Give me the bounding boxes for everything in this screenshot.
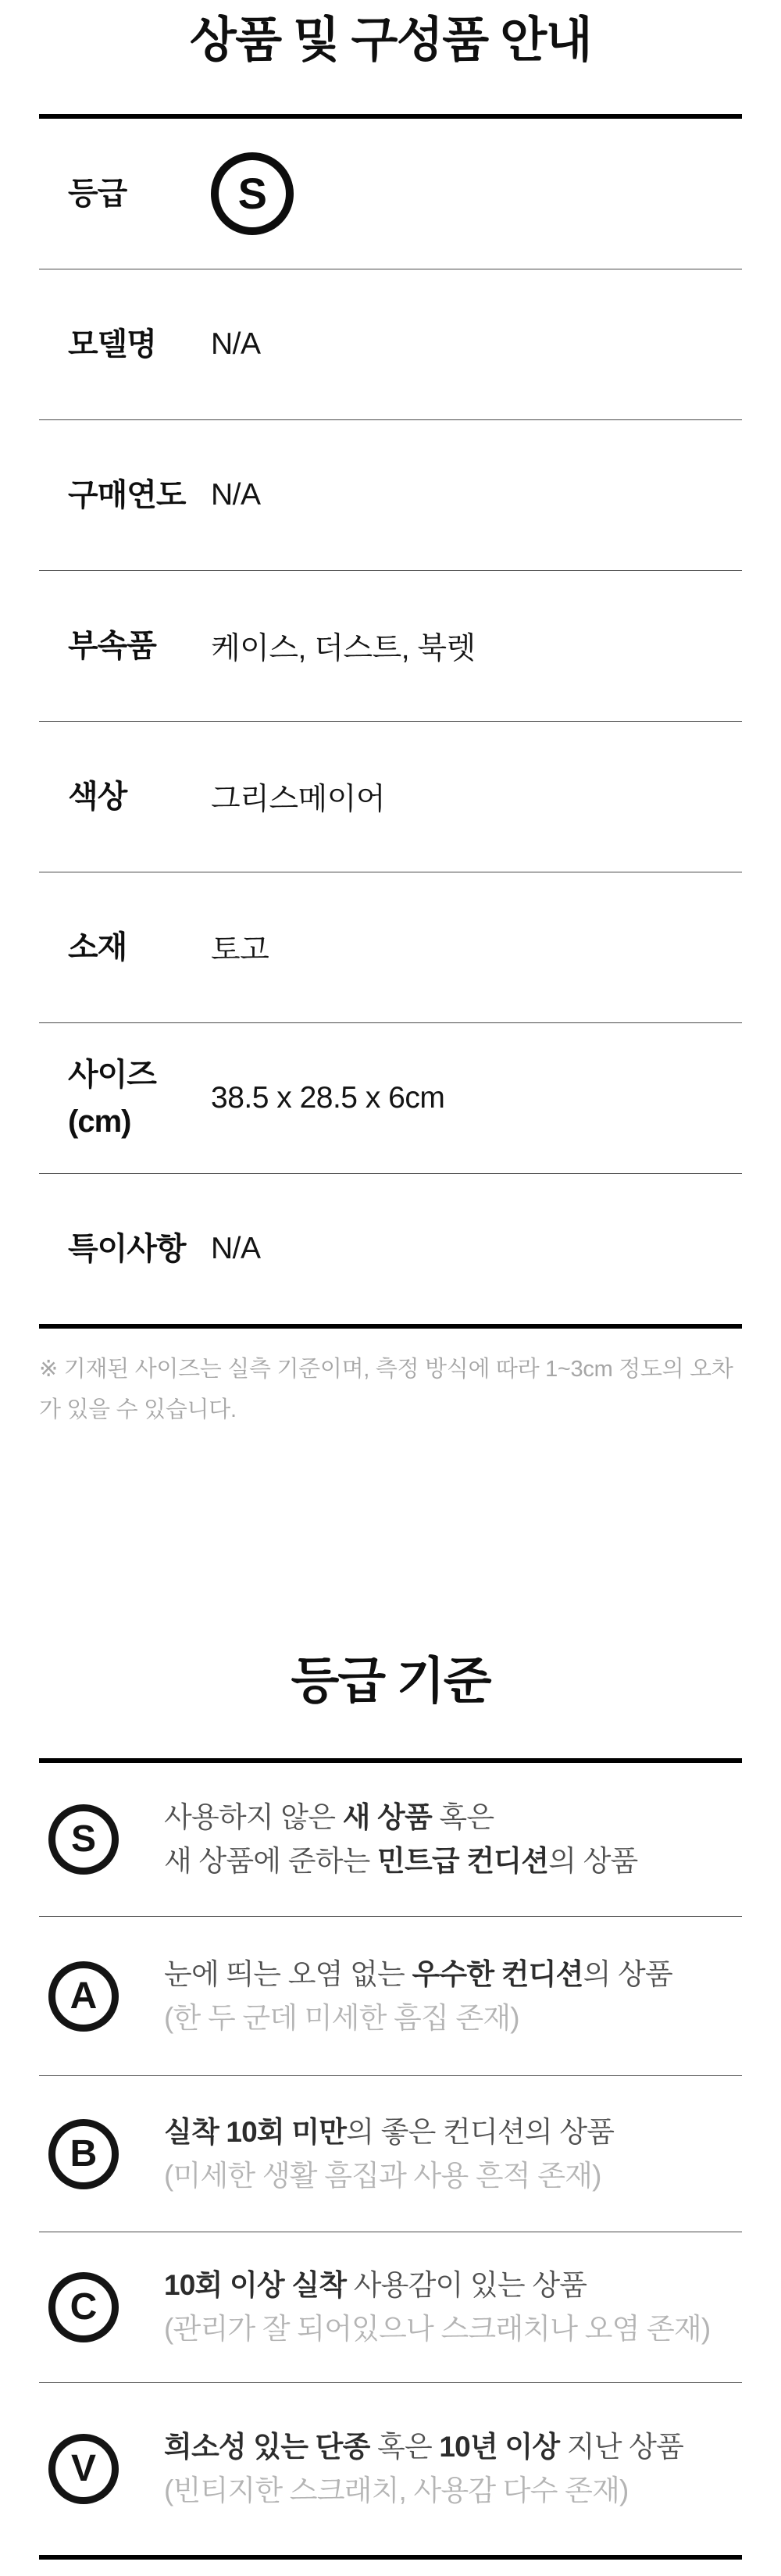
spec-row-value: N/A xyxy=(211,477,261,512)
spec-row-value xyxy=(211,152,742,235)
spec-row-value: 토고 xyxy=(211,933,269,967)
spec-row-label: 색상 xyxy=(68,779,127,814)
spec-row-value: 그리스메이어 xyxy=(211,782,386,816)
grade-description-segment: (관리가 잘 되어있으나 스크래치나 오염 존재) xyxy=(164,2313,711,2346)
spec-table-row xyxy=(39,419,742,570)
grade-badge-circle-icon xyxy=(48,2434,119,2504)
product-spec-table xyxy=(39,114,742,1329)
grade-description-line xyxy=(164,1796,638,1839)
spec-row-value: N/A xyxy=(211,1231,261,1265)
spec-table-row xyxy=(39,872,742,1022)
product-info-title: 상품 및 구성품 안내 xyxy=(189,13,592,67)
grade-criteria-row xyxy=(39,1916,742,2075)
grade-description-bold-segment: 실착 10회 미만 xyxy=(164,2115,347,2148)
grade-badge-letter: V xyxy=(70,2448,96,2490)
grade-description-bold-segment: 새 상품 xyxy=(342,1801,432,1834)
grade-description-segment: (미세한 생활 흠집과 사용 흔적 존재) xyxy=(164,2159,601,2192)
grade-description-segment: 사용하지 않은 xyxy=(164,1801,343,1834)
grade-description-line xyxy=(164,1839,638,1883)
grade-description xyxy=(164,2264,710,2351)
grade-description-segment: (빈티지한 스크래치, 사용감 다수 존재) xyxy=(164,2474,629,2507)
grade-description-line xyxy=(164,2425,683,2469)
grade-description-segment: 지난 상품 xyxy=(559,2431,684,2464)
grade-description-segment: 의 상품 xyxy=(548,1845,638,1878)
spec-table-row xyxy=(39,269,742,419)
spec-row-value: 케이스, 더스트, 북렛 xyxy=(211,631,476,665)
grade-description-line xyxy=(164,2154,614,2198)
spec-row-label: 등급 xyxy=(68,176,127,211)
grade-criteria-title: 등급 기준 xyxy=(291,1652,490,1709)
grade-badge-circle-icon xyxy=(48,2272,119,2342)
grade-description-segment: 새 상품에 준하는 xyxy=(164,1845,378,1878)
grade-description xyxy=(164,1953,672,2040)
grade-badge-circle-icon xyxy=(211,152,294,235)
grade-description-line xyxy=(164,2110,614,2154)
spec-row-label: 모델명 xyxy=(68,326,156,362)
grade-description xyxy=(164,2425,683,2513)
grade-description-segment: 혹은 xyxy=(431,1801,494,1834)
grade-criteria-row xyxy=(39,1763,742,1916)
spec-table-row xyxy=(39,570,742,721)
grade-badge-circle-icon xyxy=(48,1804,119,1875)
spec-row-label: 특이사항 xyxy=(68,1231,186,1266)
spec-row-value: N/A xyxy=(211,326,261,361)
grade-badge-letter: A xyxy=(70,1975,98,2017)
grade-badge-circle-icon xyxy=(48,1961,119,2032)
spec-table-row xyxy=(39,1022,742,1173)
grade-criteria-row xyxy=(39,2075,742,2232)
grade-description-bold-segment: 10년 이상 xyxy=(439,2431,560,2464)
grade-description-bold-segment: 우수한 컨디션 xyxy=(412,1957,583,1990)
grade-description-line xyxy=(164,1953,672,1996)
grade-badge-letter: B xyxy=(70,2132,98,2175)
grade-badge-letter: S xyxy=(237,168,267,218)
grade-description-bold-segment: 10회 이상 실착 xyxy=(164,2269,347,2302)
grade-criteria-row xyxy=(39,2382,742,2555)
grade-description xyxy=(164,1796,638,1883)
spec-table-row xyxy=(39,721,742,872)
grade-description-segment: 눈에 띄는 오염 없는 xyxy=(164,1957,412,1990)
grade-description-line xyxy=(164,2264,710,2307)
size-disclaimer-note: ※ 기재된 사이즈는 실측 기준이며, 측정 방식에 따라 1~3cm 정도의 오차가 있을 수 있습니다. xyxy=(39,1356,733,1422)
grade-badge-circle-icon xyxy=(48,2119,119,2189)
grade-criteria-table xyxy=(39,1758,742,2560)
spec-row-label: 사이즈 (cm) xyxy=(68,1057,156,1139)
spec-row-label: 부속품 xyxy=(68,628,156,663)
grade-description-segment: (한 두 군데 미세한 흠집 존재) xyxy=(164,2001,519,2034)
spec-row-label: 소재 xyxy=(68,929,127,965)
grade-description-segment: 혹은 xyxy=(369,2431,440,2464)
grade-description-line xyxy=(164,2307,710,2351)
spec-table-row xyxy=(39,1173,742,1324)
grade-description-line xyxy=(164,2469,683,2513)
grade-badge-letter: S xyxy=(70,1818,96,1861)
grade-description-bold-segment: 희소성 있는 단종 xyxy=(164,2431,370,2464)
spec-row-label: 구매연도 xyxy=(68,477,186,512)
grade-description-segment: 의 상품 xyxy=(583,1957,672,1990)
grade-description-line xyxy=(164,1996,672,2040)
grade-description-segment: 의 좋은 컨디션의 상품 xyxy=(346,2115,615,2148)
spec-table-row xyxy=(39,119,742,269)
grade-criteria-row xyxy=(39,2232,742,2382)
grade-description-bold-segment: 민트급 컨디션 xyxy=(377,1845,549,1878)
grade-description xyxy=(164,2110,614,2198)
spec-row-value: 38.5 x 28.5 x 6cm xyxy=(211,1080,445,1115)
grade-badge-letter: C xyxy=(70,2286,98,2328)
grade-description-segment: 사용감이 있는 상품 xyxy=(346,2269,587,2302)
